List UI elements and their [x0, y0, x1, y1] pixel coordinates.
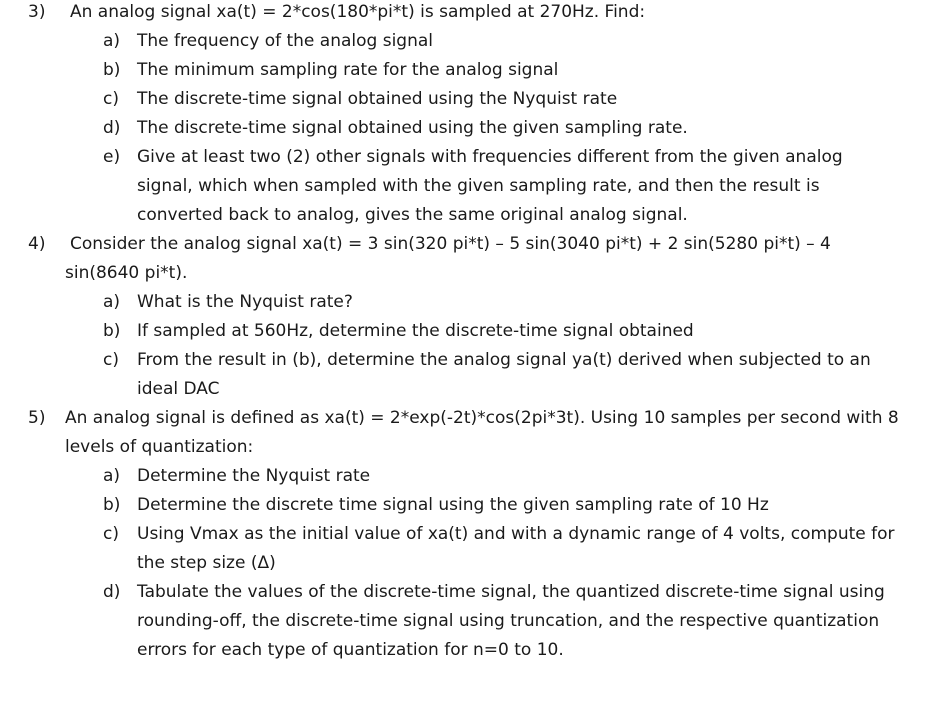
- item-text: errors for each type of quantization for n=0 to 10.: [137, 640, 564, 660]
- item-text: If sampled at 560Hz, determine the discrete-time signal obtained: [137, 321, 694, 341]
- item-label: c): [103, 524, 119, 544]
- item-text: Tabulate the values of the discrete-time signal, the quantized discrete-time signal using: [137, 582, 885, 602]
- item-label: c): [103, 89, 119, 109]
- item-text: signal, which when sampled with the given sampling rate, and then the result is: [137, 176, 820, 196]
- item-text: The frequency of the analog signal: [137, 31, 433, 51]
- item-text: rounding-off, the discrete-time signal using truncation, and the respective quantization: [137, 611, 880, 631]
- item-label: b): [103, 495, 121, 515]
- item-text: What is the Nyquist rate?: [137, 292, 353, 312]
- question-number: 5): [28, 408, 46, 428]
- item-label: b): [103, 60, 121, 80]
- question-number: 3): [28, 2, 46, 22]
- item-text: Give at least two (2) other signals with frequencies different from the given analog: [137, 147, 843, 167]
- question-text: An analog signal xa(t) = 2*cos(180*pi*t) is sampled at 270Hz. Find:: [70, 2, 646, 22]
- question-text: levels of quantization:: [65, 437, 254, 457]
- item-label: e): [103, 147, 121, 167]
- item-label: d): [103, 118, 121, 138]
- question-number: 4): [28, 234, 46, 254]
- item-text: From the result in (b), determine the analog signal ya(t) derived when subjected to an: [137, 350, 871, 370]
- item-label: d): [103, 582, 121, 602]
- item-text: Determine the Nyquist rate: [137, 466, 371, 486]
- item-label: a): [103, 31, 121, 51]
- item-text: converted back to analog, gives the same original analog signal.: [137, 205, 688, 225]
- item-label: c): [103, 350, 119, 370]
- item-text: the step size (Δ): [137, 553, 276, 573]
- item-text: ideal DAC: [137, 379, 220, 399]
- item-text: Determine the discrete time signal using the given sampling rate of 10 Hz: [137, 495, 769, 515]
- item-label: a): [103, 466, 121, 486]
- question-text: Consider the analog signal xa(t) = 3 sin(320 pi*t) – 5 sin(3040 pi*t) + 2 sin(5280 pi*t) – 4: [70, 234, 831, 254]
- question-text: sin(8640 pi*t).: [65, 263, 188, 283]
- item-text: The discrete-time signal obtained using the given sampling rate.: [137, 118, 688, 138]
- item-text: The minimum sampling rate for the analog signal: [137, 60, 559, 80]
- item-text: Using Vmax as the initial value of xa(t) and with a dynamic range of 4 volts, compute for: [137, 524, 895, 544]
- item-text: The discrete-time signal obtained using the Nyquist rate: [137, 89, 618, 109]
- item-label: b): [103, 321, 121, 341]
- question-text: An analog signal is defined as xa(t) = 2*exp(-2t)*cos(2pi*3t). Using 10 samples per second with 8: [65, 408, 899, 428]
- item-label: a): [103, 292, 121, 312]
